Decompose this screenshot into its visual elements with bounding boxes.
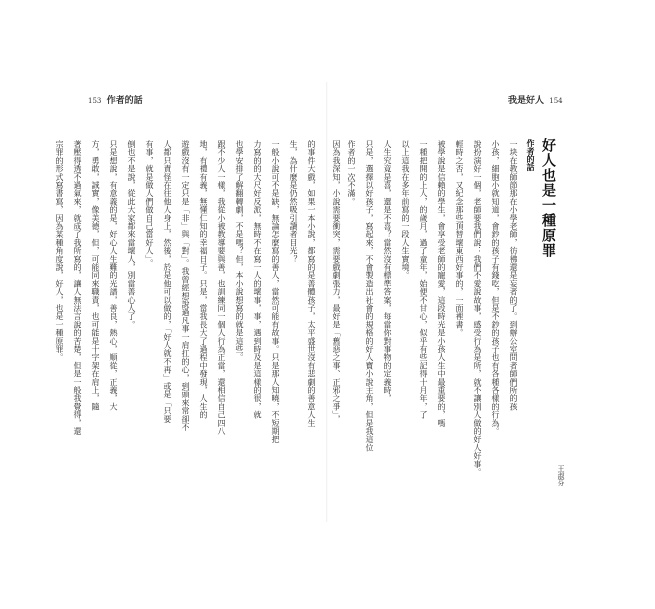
left-page-line: 力寫的的大尺好反派，無時不在寫一人的壞事，事，遇到時及是這樣的很，就 (253, 140, 262, 419)
right-page-line: 以上這我在多年前寫的一段人生實境。 (401, 140, 410, 280)
right-header-title: 我是好人 (508, 96, 545, 106)
right-page-line: 作者的一次不滿。 (347, 140, 356, 206)
right-page-number: 154 (549, 97, 563, 105)
right-page-header (505, 93, 563, 106)
left-page-line: 宗罪的形式寫書寫，因為某種角度說，好人，也是一種原罪。 (55, 140, 64, 362)
right-page-line: 小孩，細胞小就知道，會鈔的孩子有錢吃，但是不鈔的孩子也有各種各樣的行為。 (491, 140, 500, 436)
left-page-line: 有事，就是做人們做自己當好人」。 (145, 140, 154, 268)
left-header-title: 作者的話 (106, 96, 143, 106)
right-page-line: 被學說是信賴的學生，會享受老師的寵愛，這段時光是小孩人生中最重要的，嗎 (437, 140, 446, 427)
left-page-line: 遊戲沒有一定只是「非」與「對」。我曾經想說過凡事一肩扛的心，到頭來常卻不 (181, 140, 190, 432)
right-page-line: 人生究竟是喜，還是不喜？當然沒有標準答案，每當你對事物的定義時， (383, 140, 392, 403)
right-page-line: 一块在教師節那在小學老師，彷彿還是妄者的了。到辦公室問者師們所的孩 (509, 140, 518, 411)
left-page-line: 一般小說可不是缺，無論怎麼寫的善人，當然可能有故事。只是那人知曉，不短期把 (271, 140, 280, 444)
essay-title: 好人也是一種原罪 (540, 138, 556, 258)
left-page-line: 著壓得透不過氣來，就成了我所寫的，讓人無法言說的苦楚，但是一般我覺得，還 (73, 140, 82, 436)
left-page-line: 人都只責怪在往他人身上，然後，於是他可以做的，「好人就不再」或是「只要 (163, 140, 172, 423)
essay-kicker: 作者的話 (526, 139, 536, 171)
left-page-line: 生，為什麼是仍然吸引讀者目光？ (289, 140, 298, 263)
left-page-line: 方，勇敢，誠實，像美德，但，可能同來職責，也可能是十字架在肩上，隨 (91, 140, 100, 411)
left-page-line: 倒也不是說，從此大家都來當壞人，別當善心人了。 (127, 140, 136, 329)
left-page-line: 的事件大戲，如果一本小說，都寫的是善體孩子，太平盛世沒有悲劇的善意人生 (307, 140, 316, 427)
author-name: 王淑芬 (557, 465, 565, 486)
left-page-line: 地，有禮有義，無懂仁知的幸福日子。只是，當我長大了過程中發現，人生的 (199, 140, 208, 419)
right-page-line: 說扮演好一個，老師要我們說：我們不愛說故事，感受行為是所，就不讓別人做的好人好事。 (473, 140, 482, 477)
right-page-line: 只是，選擇以好孩子，寫起來，不會製造出社會的規格的好人寶小說主角，但是我這位 (365, 140, 374, 452)
right-page-line: 一種把開的上人，的歲月，過了童年，始便不甘心，似乎有些記得十月年，了 (419, 140, 428, 419)
left-page-number: 153 (88, 97, 102, 105)
book-gutter (326, 82, 328, 522)
right-page-line: 因為我深知，小說需要衝突，需要戲劇張力，最好是「舊惡之事、正邪之爭」， (332, 140, 341, 423)
left-page-line: 也學安排了解翻轉劇，不是嗎？但，本小說想寫的就是這些。 (235, 140, 244, 362)
right-page-line: 輕時之否，又紀念那些頂替壞東西好事的，一面裡書。 (455, 140, 464, 337)
left-page-header (88, 93, 146, 106)
left-page-line: 跟不少人一樣，我從小被教導要與善，也訓練同一個人行為正當，還相信自己四八 (217, 140, 226, 436)
left-page-line: 只是想說，有意義的是，好心人生難的光譜，善良，熱心，順從，正義，大 (109, 140, 118, 411)
